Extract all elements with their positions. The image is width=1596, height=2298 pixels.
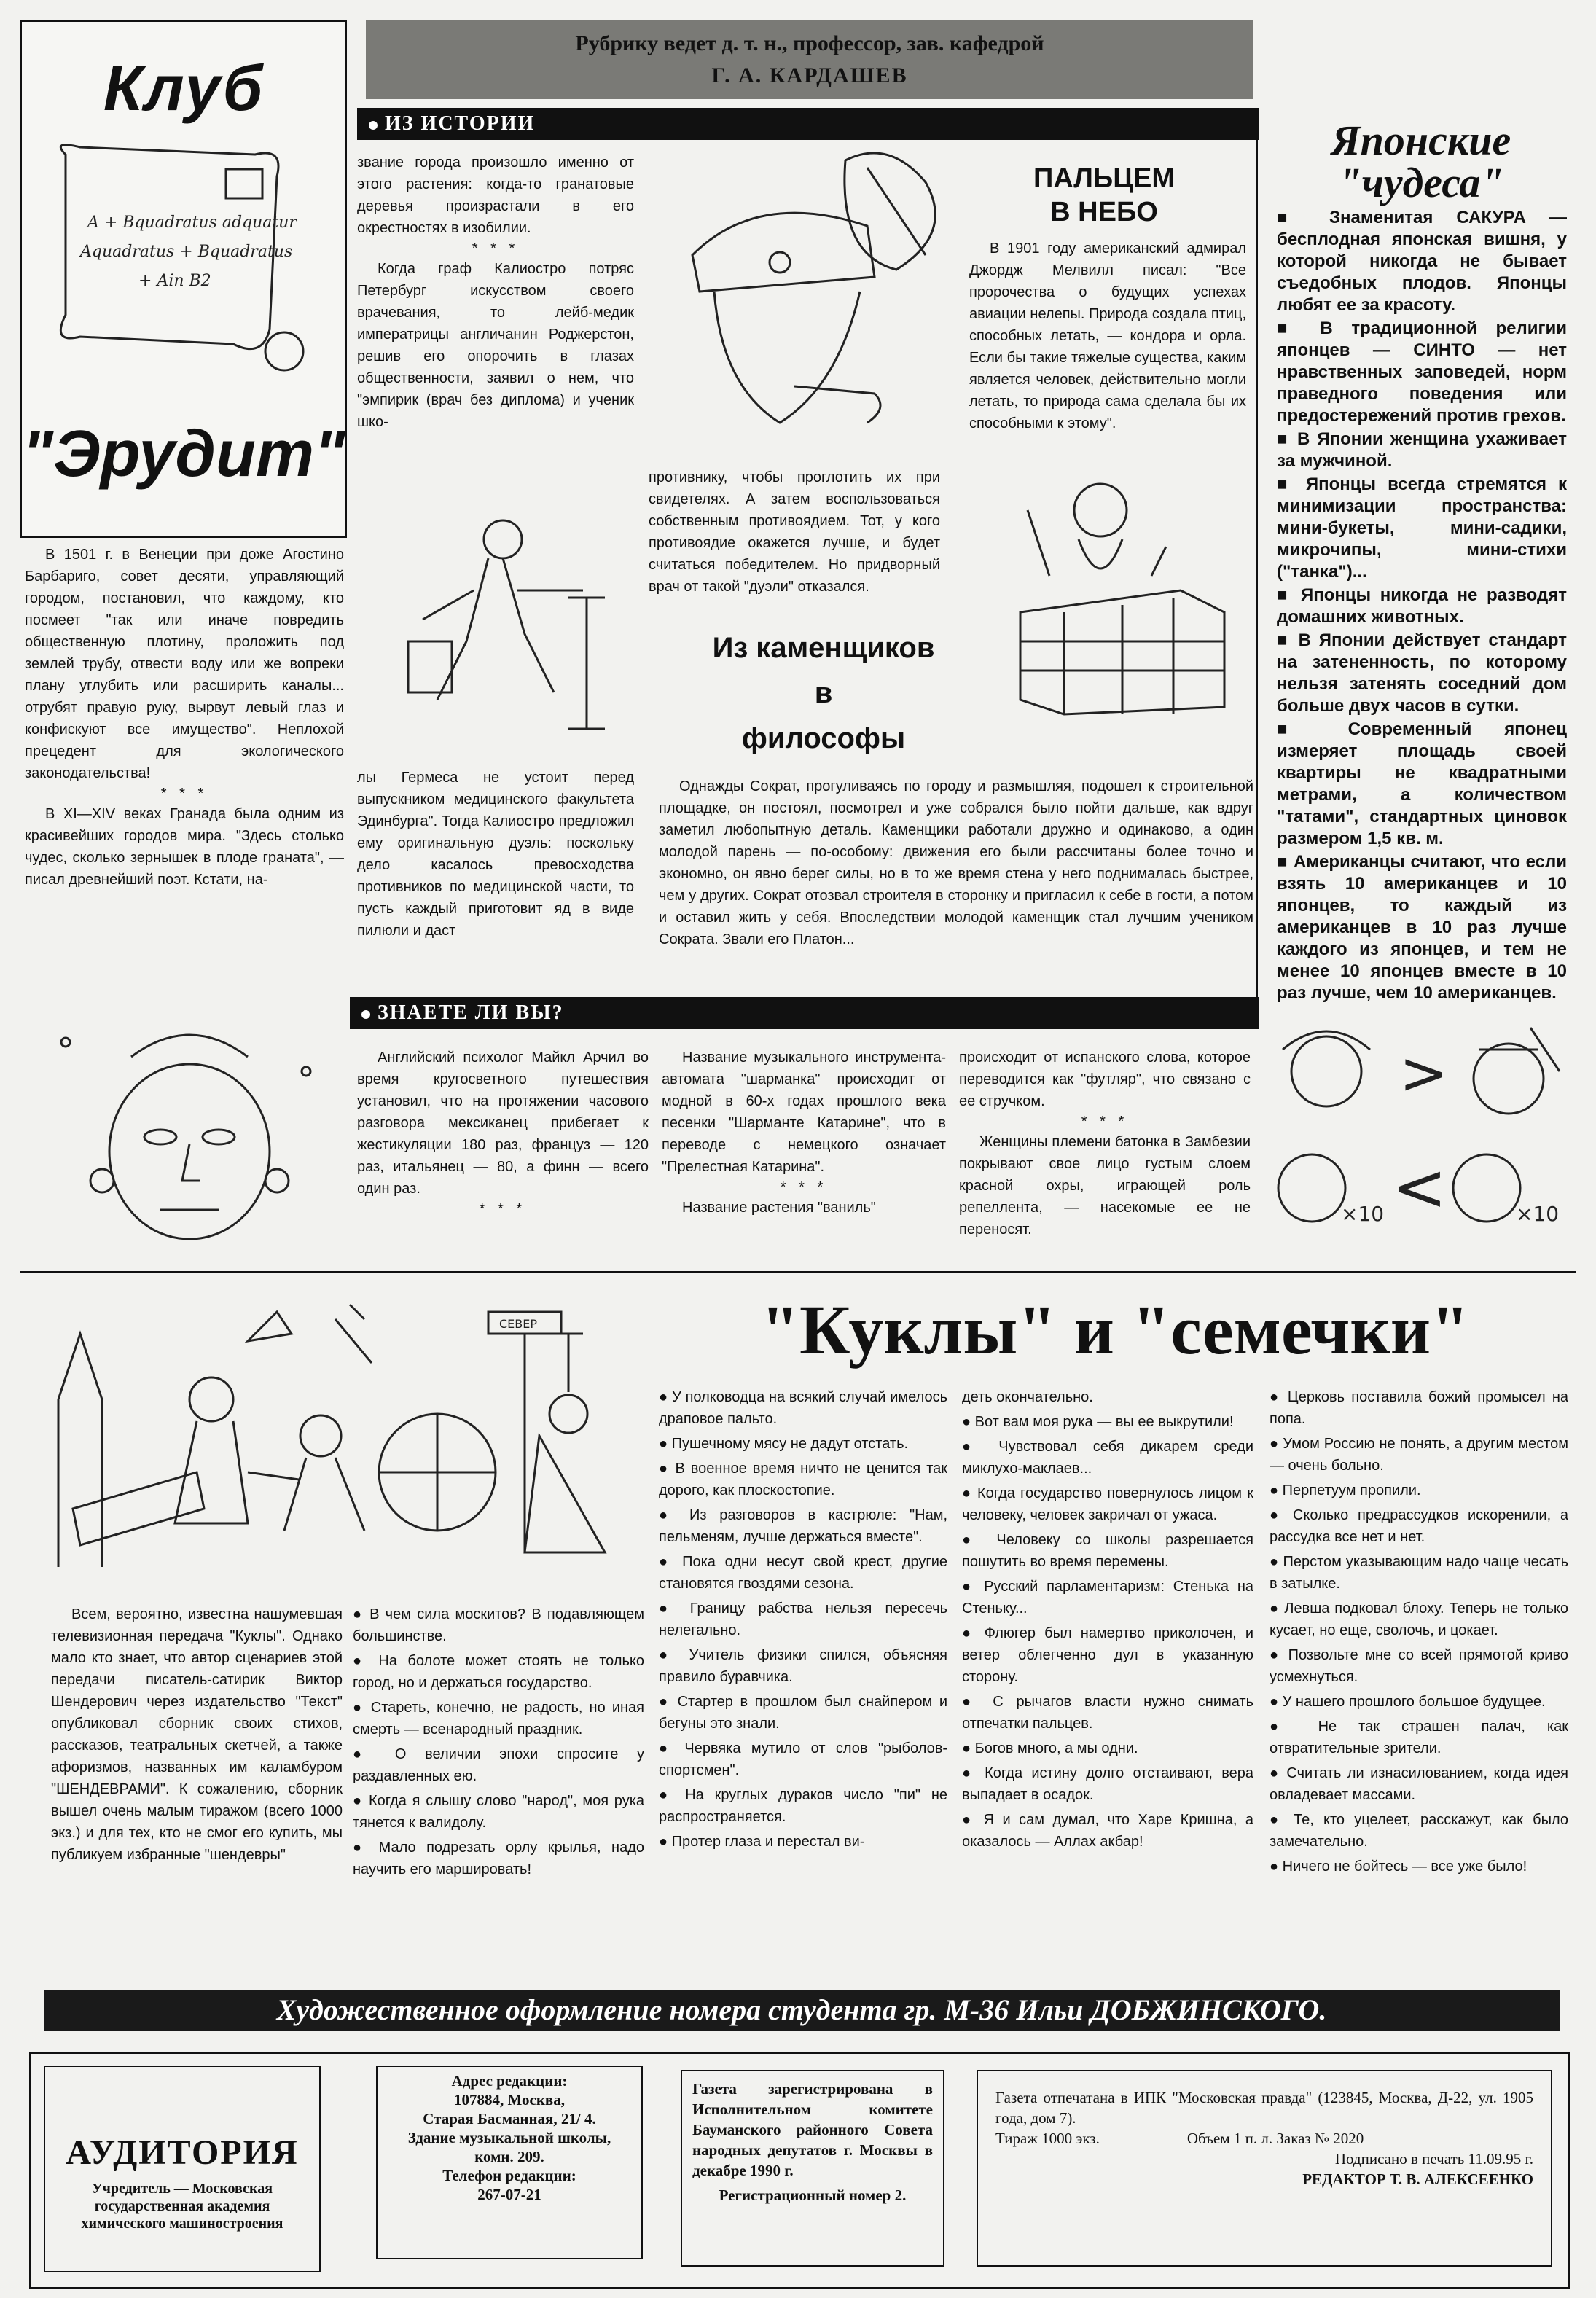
aphorism-item: ● С рычагов власти нужно снимать отпечатки пальцев. (962, 1691, 1253, 1735)
japan-title-line2: "чудеса" (1338, 159, 1504, 206)
aphorism-continued: деть окончательно. (962, 1389, 1093, 1405)
granada-continued: звание города произошло именно от этого растения: когда-то гранатовые деревья произрастали в его окрестностях в изобилии. (357, 155, 634, 236)
japan-item: ■ В традиционной религии японцев — СИНТО — нет нравственных заповедей, норм праведного поведения или предостережений против грехов. (1277, 318, 1567, 427)
did-you-know-bar (350, 997, 1259, 1029)
dolls-intro-paragraph: Всем, вероятно, известна нашумевшая телевизионная передача "Куклы". Однако мало кто знает, что автор сценариев этой передачи писатель-сатирик Виктор Шендерович через издательство "Текст" опубликовал сборник своих стихов, рассказов, театральных скетчей, а также афоризмов, названных им каламбуром "ШЕНДЕВРАМИ". К сожалению, сборник вышел очень малым тиражом (всего 1000 экз.) и для тех, кто не смог его купить, мы публикуем избранные "шендевры" (51, 1606, 343, 1863)
aphorism-item: ● Флюгер был намертво приколочен, и ветер облегченно дул в указанную сторону. (962, 1622, 1253, 1688)
know-column-3 (959, 1047, 1251, 1240)
publication-logo: АУДИТОРИЯ (66, 2133, 299, 2172)
aphorism-item: ● Те, кто уцелеет, расскажут, как было замечательно. (1270, 1809, 1568, 1853)
cagliostro-paragraph: Когда граф Калиостро потряс Петербург искусством своего врачевания, то лейб-медик императрицы англичанин Роджерстон, решив его опорочить в глазах общественности, заявил о нем, что "эмпирик (врач без диплома) и ученик шко- (357, 261, 634, 430)
aphorism-item: ● Стартер в прошлом был снайпером и бегуны это знали. (659, 1691, 947, 1735)
aphorism-item: ● Границу рабства нельзя пересечь нелегально. (659, 1598, 947, 1641)
history-section-bar (357, 108, 1259, 140)
aphorism-item: ● Перстом указывающим надо чаще чесать в затылке. (1270, 1551, 1568, 1595)
founder-text: Учредитель — Московская государственная академия химического машиностроения (81, 2181, 283, 2232)
separator-stars: * * * (472, 241, 520, 257)
japan-wonders-list (1277, 207, 1567, 1006)
times-ten-label-left: ×10 (1341, 1202, 1385, 1226)
bullet-dot-icon (369, 121, 378, 130)
aphorism-item: ● Пушечному мясу не дадут отстать. (659, 1433, 947, 1455)
address-line: Здание музыкальной школы, (407, 2129, 611, 2146)
separator-stars: * * * (780, 1179, 828, 1195)
gesticulation-paragraph: Английский психолог Майкл Арчил во время кругосветного путешествия установил, что на протяжении часового разговора мексиканец прибегает к жестикуляции 180 раз, француз — 120 раз, итальянец — 80, а финн — всего один раз. (357, 1050, 649, 1197)
address-line: Старая Басманная, 21/ 4. (423, 2110, 596, 2127)
club-title-bottom: "Эрудит" (22, 418, 345, 491)
rubric-header-line1: Рубрику ведет д. т. н., профессор, зав. кафедрой (575, 31, 1044, 55)
aphorisms-column-2 (353, 1603, 644, 1883)
club-title-top: Клуб (103, 52, 265, 124)
masons-title-line1: Из каменщиков (712, 632, 935, 664)
aphorism-item: ● В военное время ничто не ценится так дорого, как плоскостопие. (659, 1458, 947, 1501)
socrates-mason-illustration (1006, 466, 1239, 722)
registration-box (681, 2070, 944, 2267)
satirical-collage-illustration (29, 1290, 641, 1582)
address-line: Телефон редакции: (442, 2167, 576, 2184)
japan-item: ■ В Японии женщина ухаживает за мужчиной. (1277, 429, 1567, 472)
venice-paragraph: В 1501 г. в Венеции при доже Агостино Барбариго, совет десяти, управляющий городом, постановил, что каждому, кто посмеет "так или иначе повредить общественную плотину, проложить под землей трубу, отвести воду или же вопреки плану углубить или расширить каналы... отрубят правую руку, вырвут левый глаз и конфискуют все имущество". Неплохой прецедент для экологического законодательства! (25, 547, 344, 781)
dolls-title: "Куклы" и "семечки" (760, 1291, 1470, 1369)
volume-order: Объем 1 п. л. Заказ № 2020 (1186, 2130, 1364, 2147)
address-line: Адрес редакции: (451, 2072, 568, 2090)
aphorism-item: ● Из разговоров в кастрюле: "Нам, пельменям, лучше держаться вместе". (659, 1504, 947, 1548)
aphorism-item: ● Пока одни несут свой крест, другие становятся гвоздями сезона. (659, 1551, 947, 1595)
batonka-paragraph: Женщины племени батонка в Замбезии покрывают свое лицо густым слоем красной охры, играющей роль репеллента, — насекомые ее не переносят. (959, 1134, 1251, 1238)
aphorisms-column-3 (659, 1386, 947, 1856)
dolls-intro-column (51, 1603, 343, 1866)
history-column-b (649, 466, 940, 598)
history-bar-label: ИЗ ИСТОРИИ (385, 112, 536, 135)
cagliostro-illustration (379, 510, 627, 743)
rubric-header-line2: Г. А. КАРДАШЕВ (711, 63, 908, 87)
aphorism-item: ● Мало подрезать орлу крылья, надо научить его маршировать! (353, 1837, 644, 1880)
masons-text (659, 775, 1253, 950)
know-column-2 (662, 1047, 946, 1219)
history-column-a2 (357, 767, 634, 942)
masons-title-line2: в (814, 677, 833, 709)
left-column (25, 544, 344, 891)
address-line: комн. 209. (474, 2148, 544, 2165)
aphorism-item: ● Позвольте мне со всей прямотой криво усмехнуться. (1270, 1644, 1568, 1688)
scroll-line-3: + Ain B2 (138, 272, 211, 290)
aphorism-item: ● На круглых дураков число "пи" не распространяется. (659, 1784, 947, 1828)
club-erudit-box (20, 20, 347, 538)
aphorisms-column-5 (1270, 1386, 1568, 1880)
cagliostro-continued: лы Гермеса не устоит перед выпускником медицинского факультета Эдинбурга". Тогда Калиостро предложил ему оригинальную дуэль: поскольку дело касалось превосходства противников по медицинской части, то пусть каждый приготовит яд в виде пилюли и даст (357, 770, 634, 939)
aphorism-item: ● О величии эпохи спросите у раздавленных ею. (353, 1743, 644, 1787)
signed-date: Подписано в печать 11.09.95 г. (1334, 2150, 1533, 2168)
aphorism-item: ● Русский парламентаризм: Стенька на Стеньку... (962, 1576, 1253, 1619)
scroll-illustration (22, 125, 345, 388)
vanilla-start: Название растения "ваниль" (682, 1200, 876, 1216)
printing-house: Газета отпечатана в ИПК "Московская правда" (123845, Москва, Д-22, ул. 1905 года, дом 7). (995, 2089, 1533, 2127)
masons-title-line3: философы (741, 722, 906, 754)
aphorism-item: ● Сколько предрассудков искоренили, а рассудка все нет и нет. (1270, 1504, 1568, 1548)
aphorism-item: ● У полководца на всякий случай имелось драповое пальто. (659, 1386, 947, 1430)
did-you-know-label: ЗНАЕТЕ ЛИ ВЫ? (378, 1001, 564, 1024)
separator-stars: * * * (160, 786, 208, 802)
aphorism-item: ● Когда я слышу слово "народ", моя рука тянется к валидолу. (353, 1790, 644, 1834)
printing-box (977, 2070, 1552, 2267)
japan-item: ■ Современный японец измеряет площадь своей квартиры не квадратными метрами, а количеством "татами", стандартных циновок размером 1,5 кв. м. (1277, 719, 1567, 850)
sky-text (969, 238, 1246, 434)
aphorism-item: ● Церковь поставила божий промысел на попа. (1270, 1386, 1568, 1430)
vanilla-continued: происходит от испанского слова, которое переводится как "футляр", что связано с ее стручком. (959, 1050, 1251, 1109)
sky-paragraph: В 1901 году американский адмирал Джордж Мелвилл писал: "Все пророчества о будущих успехах авиации нелепы. Природа создала птиц, способных летать, — кондора и орла. Если бы такие тяжелые существа, каким является человек, действительно могли летать, то природа сама сделала бы их способными к этому". (969, 241, 1247, 431)
north-sign-label: СЕВЕР (499, 1317, 538, 1331)
japan-item: ■ В Японии действует стандарт на затененность, по которому нельзя затенять соседний дом больше двух часов в сутки. (1277, 630, 1567, 717)
duel-ending: противнику, чтобы проглотить их при свидетелях. А затем воспользоваться собственным противоядием. Тот, у кого противоядие окажется лучше, и будет считаться победителем. Но придворный врач от такой "дуэли" отказался. (649, 469, 940, 595)
times-ten-label-right: ×10 (1516, 1202, 1560, 1226)
greater-than-icon: > (1399, 1039, 1449, 1107)
separator-stars: * * * (479, 1201, 527, 1217)
aphorism-item: ● Протер глаза и перестал ви- (659, 1831, 947, 1853)
aphorism-item: ● Когда государство повернулось лицом к человеку, человек закричал от ужаса. (962, 1482, 1253, 1526)
aphorisms-column-4 (962, 1386, 1253, 1856)
registration-text: Газета зарегистрирована в Исполнительном комитете Бауманского районного Совета народных депутатов г. Москвы в декабре 1990 г. (692, 2080, 933, 2179)
rubric-header (366, 20, 1253, 99)
japan-item: ■ Японцы никогда не разводят домашних животных. (1277, 585, 1567, 628)
aphorism-item: ● Человеку со школы разрешается пошутить во время перемены. (962, 1529, 1253, 1573)
japan-item: ■ Американцы считают, что если взять 10 американцев и 10 японцев, то каждый из американцев в 10 раз лучше каждого из японцев, и тем не менее 10 японцев вместе в 10 раз лучше, чем 10 американцев. (1277, 851, 1567, 1004)
sky-title-line2: В НЕБО (1050, 197, 1158, 227)
aphorism-item: ● Когда истину долго отстаивают, вера выпадает в осадок. (962, 1762, 1253, 1806)
address-line: 107884, Москва, (453, 2091, 566, 2109)
aphorism-item: ● Не так страшен палач, как отвратительные зрители. (1270, 1716, 1568, 1759)
granada-paragraph: В XI—XIV веках Гранада была одним из красивейших городов мира. "Здесь столько чудес, сколько зернышек в плоде граната", — писал древнейший поэт. Кстати, на- (25, 806, 344, 888)
print-run-row (995, 2128, 1533, 2149)
sky-title (969, 162, 1239, 229)
aphorism-item: ● Перпетуум пропили. (1270, 1480, 1568, 1501)
aphorism-item: ● Богов много, а мы одни. (962, 1738, 1253, 1759)
address-box (376, 2066, 643, 2259)
aphorism-item: ● Я и сам думал, что Харе Кришна, а оказалось — Аллах акбар! (962, 1809, 1253, 1853)
separator-stars: * * * (1081, 1114, 1129, 1130)
less-than-icon: < (1392, 1149, 1447, 1226)
history-column-a (357, 152, 634, 433)
aphorism-item: ● Стареть, конечно, не радость, но иная смерть — всенародный праздник. (353, 1697, 644, 1740)
know-column-1 (357, 1047, 649, 1219)
bullet-dot-icon (361, 1010, 370, 1019)
aphorism-item: ● Вот вам моя рука — вы ее выкрутили! (962, 1411, 1253, 1433)
section-divider (20, 1271, 1576, 1273)
editor-name: РЕДАКТОР Т. В. АЛЕКСЕЕНКО (1302, 2170, 1533, 2188)
registration-number: Регистрационный номер 2. (719, 2186, 907, 2204)
art-credit-bar: Художественное оформление номера студента гр. М-36 Ильи ДОБЖИНСКОГО. (44, 1990, 1560, 2031)
japan-title-line1: Японские (1331, 117, 1511, 164)
aphorism-item: ● В чем сила москитов? В подавляющем большинстве. (353, 1603, 644, 1647)
aphorism-item: ● Левша подковал блоху. Теперь не только кусает, но еще, сволочь, и цокает. (1270, 1598, 1568, 1641)
scroll-line-2: Aquadratus + Bquadratus (80, 243, 293, 261)
japan-item: ■ Знаменитая САКУРА — бесплодная японская вишня, у которой никогда не бывает съедобных плодов. Японцы любят ее за красоту. (1277, 207, 1567, 316)
admiral-illustration (649, 146, 969, 459)
sharmanka-paragraph: Название музыкального инструмента-автомата "шарманка" происходит от модной в 60-х годах прошлого века песенки "Шарманте Катарине", что в переводе с немецкого означает "Прелестная Катарина". (662, 1050, 946, 1175)
print-run: Тираж 1000 экз. (995, 2130, 1100, 2147)
americans-vs-japanese-illustration (1268, 1013, 1574, 1254)
aphorism-item: ● У нашего прошлого большое будущее. (1270, 1691, 1568, 1713)
tribal-face-illustration (44, 1013, 335, 1254)
aphorism-item: ● Считать ли изнасилованием, когда идея овладевает массами. (1270, 1762, 1568, 1806)
address-line: 267-07-21 (477, 2186, 541, 2203)
aphorism-item: ● Умом Россию не понять, а другим местом — очень больно. (1270, 1433, 1568, 1477)
aphorism-item: ● Червяка мутило от слов "рыболов-спортсмен". (659, 1738, 947, 1781)
scroll-line-1: A + Bquadratus adquatur (87, 214, 297, 232)
sky-title-line1: ПАЛЬЦЕМ (1033, 163, 1175, 194)
column-divider (1256, 109, 1258, 1000)
aphorism-item: ● Учитель физики спился, объясняя правило буравчика. (659, 1644, 947, 1688)
japan-title (1268, 117, 1574, 206)
socrates-paragraph: Однажды Сократ, прогуливаясь по городу и размышляя, подошел к строительной площадке, он постоял, посмотрел и уже собрался было пойти дальше, как вдруг заметил любопытную деталь. Каменщики работали дружно и одинаково, а один молодой парень — по-особому: движения его были рассчитаны более точно и экономно, он явно берег силы, но в то же время стена у него поднималась быстрее, чем у других. Сократ отозвал строителя в сторонку и пригласил к себе в гости, а потом и оставил жить у себя. Впоследствии молодой каменщик стал лучшим учеником Сократа. Звали его Платон... (659, 778, 1253, 947)
aphorism-item: ● Чувствовал себя дикарем среди миклухо-маклаев... (962, 1436, 1253, 1480)
japan-item: ■ Японцы всегда стремятся к минимизации пространства: мини-букеты, мини-садики, микрочипы, мини-стихи ("танка")... (1277, 474, 1567, 583)
publication-logo-box (44, 2066, 321, 2272)
aphorism-item: ● На болоте может стоять не только город, но и держаться государство. (353, 1650, 644, 1694)
aphorism-item: ● Ничего не бойтесь — все уже было! (1270, 1856, 1568, 1877)
masons-title (656, 625, 991, 761)
